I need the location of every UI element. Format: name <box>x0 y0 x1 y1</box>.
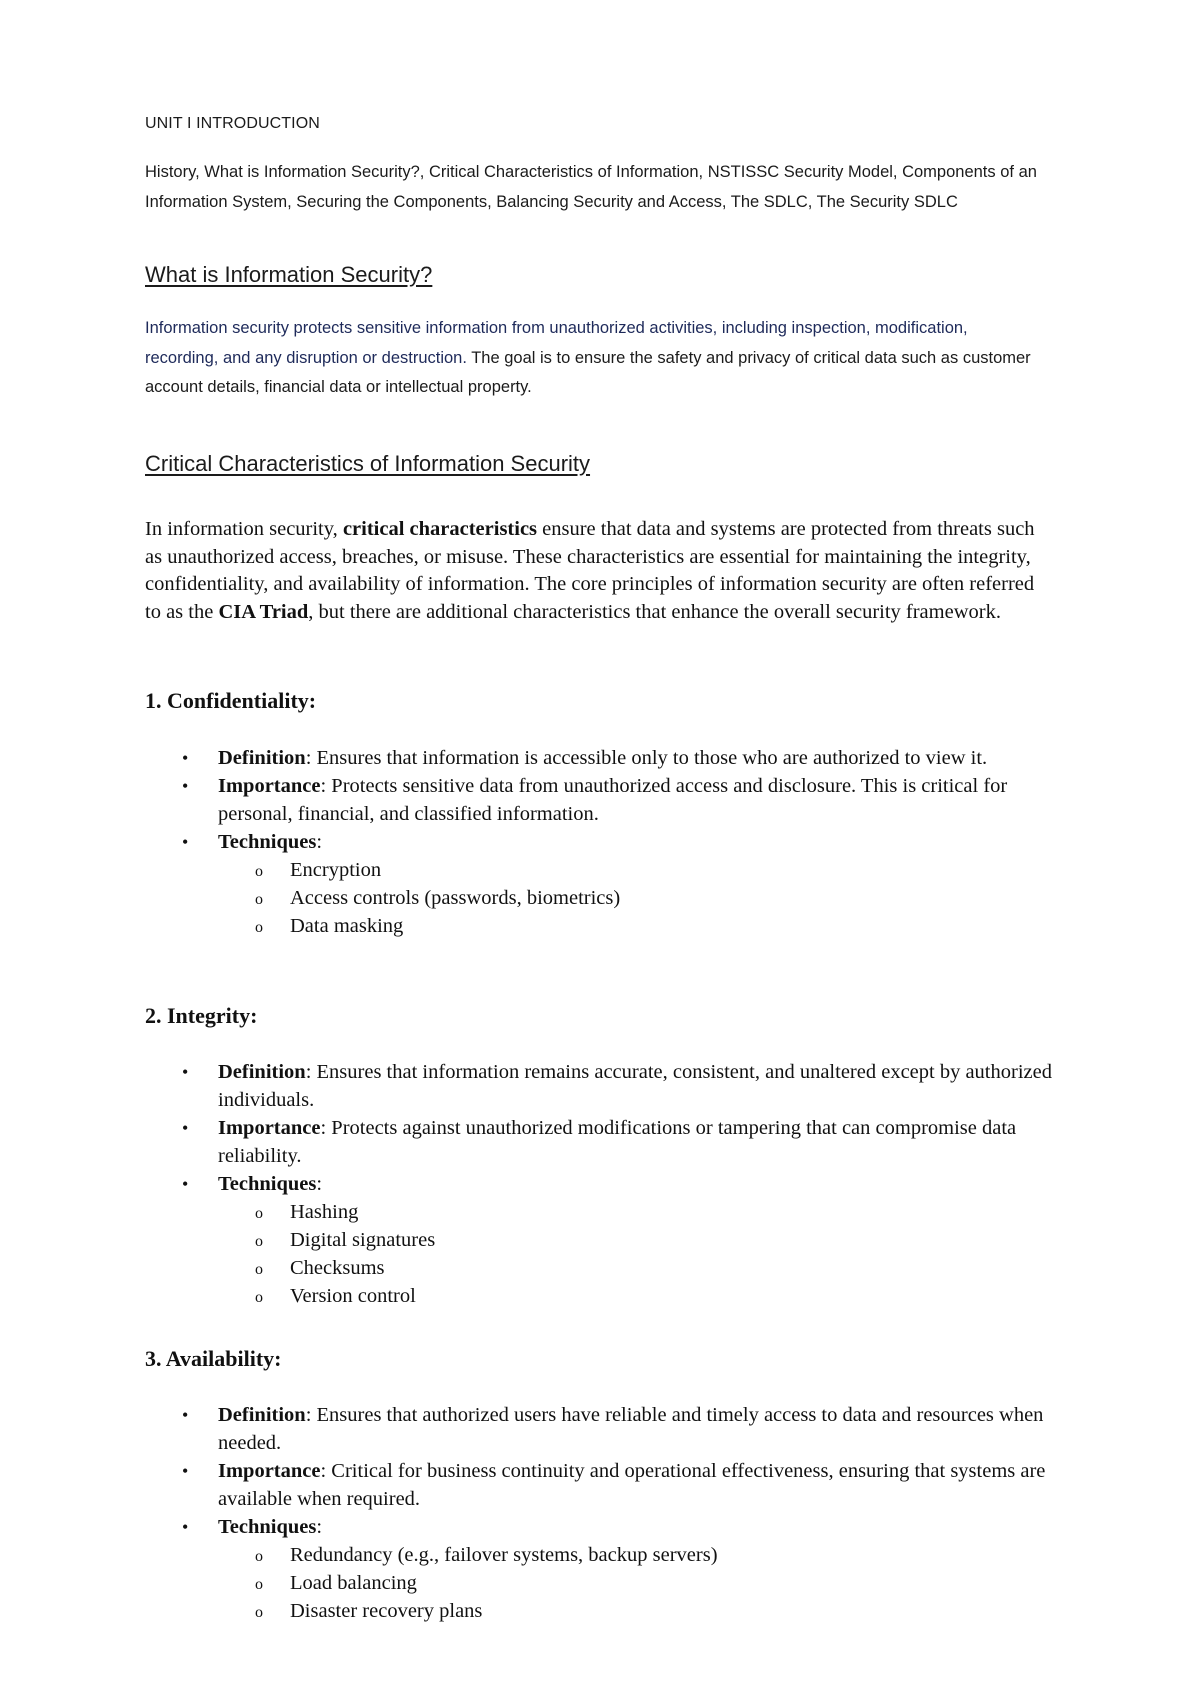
technique-text: Data masking <box>290 915 404 937</box>
sub-bullet-icon: o <box>255 1604 263 1621</box>
technique-text: Encryption <box>290 859 382 881</box>
heading-what-is-information-security: What is Information Security? <box>145 262 433 287</box>
sub-bullet-icon: o <box>255 1205 263 1222</box>
techniques-list <box>218 856 1065 940</box>
techniques-label: Techniques <box>218 831 317 853</box>
sub-bullet-icon: o <box>255 919 263 936</box>
section-heading-integrity: 2. Integrity: <box>145 1003 258 1028</box>
bullet-icon: • <box>182 1405 189 1425</box>
technique-text: Hashing <box>290 1201 359 1223</box>
topics-paragraph: History, What is Information Security?, Critical Characteristics of Information, NSTISSC Security Model, Components of an Information System, Securing the Components, Balancing Security and Access, The SDLC, The Security SDLC <box>145 163 1037 211</box>
section-heading-availability: 3. Availability: <box>145 1346 282 1371</box>
sub-list-item <box>145 1254 1065 1282</box>
intro-bold-cia-triad: CIA Triad <box>218 600 309 623</box>
section-heading-confidentiality: 1. Confidentiality: <box>145 688 317 713</box>
list-item <box>145 1457 1065 1513</box>
intro-paragraph <box>145 516 1045 626</box>
intro-text-e: , but there are additional characteristics that enhance the overall security framework. <box>308 600 1001 623</box>
importance-label: Importance <box>218 1117 321 1139</box>
sub-list-item <box>145 1282 1065 1310</box>
sub-bullet-icon: o <box>255 891 263 908</box>
definition-label: Definition <box>218 1061 306 1083</box>
list-item <box>145 1513 1065 1625</box>
definition-text: : Ensures that information is accessible only to those who are authorized to view it. <box>305 747 988 769</box>
unit-title: UNIT I INTRODUCTION <box>145 115 320 132</box>
bullet-icon: • <box>182 1118 189 1138</box>
bullet-icon: • <box>182 748 189 768</box>
importance-text: : Protects against unauthorized modifications or tampering that can compromise data reliability. <box>218 1117 1017 1167</box>
bullet-icon: • <box>182 832 189 852</box>
sub-list-item <box>145 912 1065 940</box>
what-is-paragraph-part1: Information security protects sensitive information from unauthorized activities, including inspection, modification, recording, and any disruption or destruction. <box>145 319 968 367</box>
technique-text: Redundancy (e.g., failover systems, backup servers) <box>290 1544 718 1566</box>
intro-text-c: ensure that data and systems are protected from threats such as unauthorized access, breaches, or misuse. These characteristics are essential for maintaining the integrity, confidentiality, and availability of information. The core principles of information security are often referred to as the <box>145 518 1035 623</box>
intro-text-a: In information security, <box>145 518 343 540</box>
sub-list-item <box>145 1541 1065 1569</box>
bullet-icon: • <box>182 1461 189 1481</box>
sub-list-item <box>145 1226 1065 1254</box>
definition-label: Definition <box>218 1404 306 1426</box>
sub-list-item <box>145 884 1065 912</box>
heading-critical-characteristics: Critical Characteristics of Information Security <box>145 451 591 476</box>
importance-text: : Critical for business continuity and operational effectiveness, ensuring that systems are available when required. <box>218 1460 1046 1510</box>
list-item <box>145 1114 1065 1170</box>
techniques-colon: : <box>316 1173 323 1195</box>
what-is-paragraph-part2: The goal is to ensure the safety and privacy of critical data such as customer account details, financial data or intellectual property. <box>145 348 1031 396</box>
sub-bullet-icon: o <box>255 1233 263 1250</box>
importance-label: Importance <box>218 775 321 797</box>
bullet-icon: • <box>182 1174 189 1194</box>
sub-list-item <box>145 856 1065 884</box>
technique-text: Load balancing <box>290 1572 417 1594</box>
definition-label: Definition <box>218 747 306 769</box>
definition-text: : Ensures that authorized users have reliable and timely access to data and resources when needed. <box>218 1404 1044 1454</box>
definition-text: : Ensures that information remains accurate, consistent, and unaltered except by authorized individuals. <box>218 1061 1052 1111</box>
list-item <box>145 1058 1065 1114</box>
bullet-icon: • <box>182 1517 189 1537</box>
list-item <box>145 1170 1065 1310</box>
techniques-list <box>218 1541 1065 1625</box>
technique-text: Digital signatures <box>290 1229 436 1251</box>
sub-bullet-icon: o <box>255 863 263 880</box>
technique-text: Disaster recovery plans <box>290 1600 483 1622</box>
availability-list <box>145 1401 1065 1625</box>
importance-label: Importance <box>218 1460 321 1482</box>
list-item <box>145 772 1065 828</box>
sub-bullet-icon: o <box>255 1289 263 1306</box>
confidentiality-list <box>145 744 1065 940</box>
bullet-icon: • <box>182 1062 189 1082</box>
sub-bullet-icon: o <box>255 1261 263 1278</box>
technique-text: Access controls (passwords, biometrics) <box>290 887 621 909</box>
importance-text: : Protects sensitive data from unauthorized access and disclosure. This is critical for personal, financial, and classified information. <box>218 775 1008 825</box>
intro-bold-critical-characteristics: critical characteristics <box>342 518 538 540</box>
techniques-colon: : <box>316 1516 323 1538</box>
technique-text: Version control <box>290 1285 416 1307</box>
sub-bullet-icon: o <box>255 1576 263 1593</box>
techniques-colon: : <box>316 831 323 853</box>
what-is-paragraph <box>145 314 1045 403</box>
sub-bullet-icon: o <box>255 1548 263 1565</box>
techniques-label: Techniques <box>218 1516 317 1538</box>
techniques-list <box>218 1198 1065 1310</box>
list-item <box>145 744 1065 772</box>
technique-text: Checksums <box>290 1257 385 1279</box>
list-item <box>145 1401 1065 1457</box>
bullet-icon: • <box>182 776 189 796</box>
integrity-list <box>145 1058 1065 1310</box>
sub-list-item <box>145 1569 1065 1597</box>
sub-list-item <box>145 1198 1065 1226</box>
list-item <box>145 828 1065 940</box>
techniques-label: Techniques <box>218 1173 317 1195</box>
sub-list-item <box>145 1597 1065 1625</box>
